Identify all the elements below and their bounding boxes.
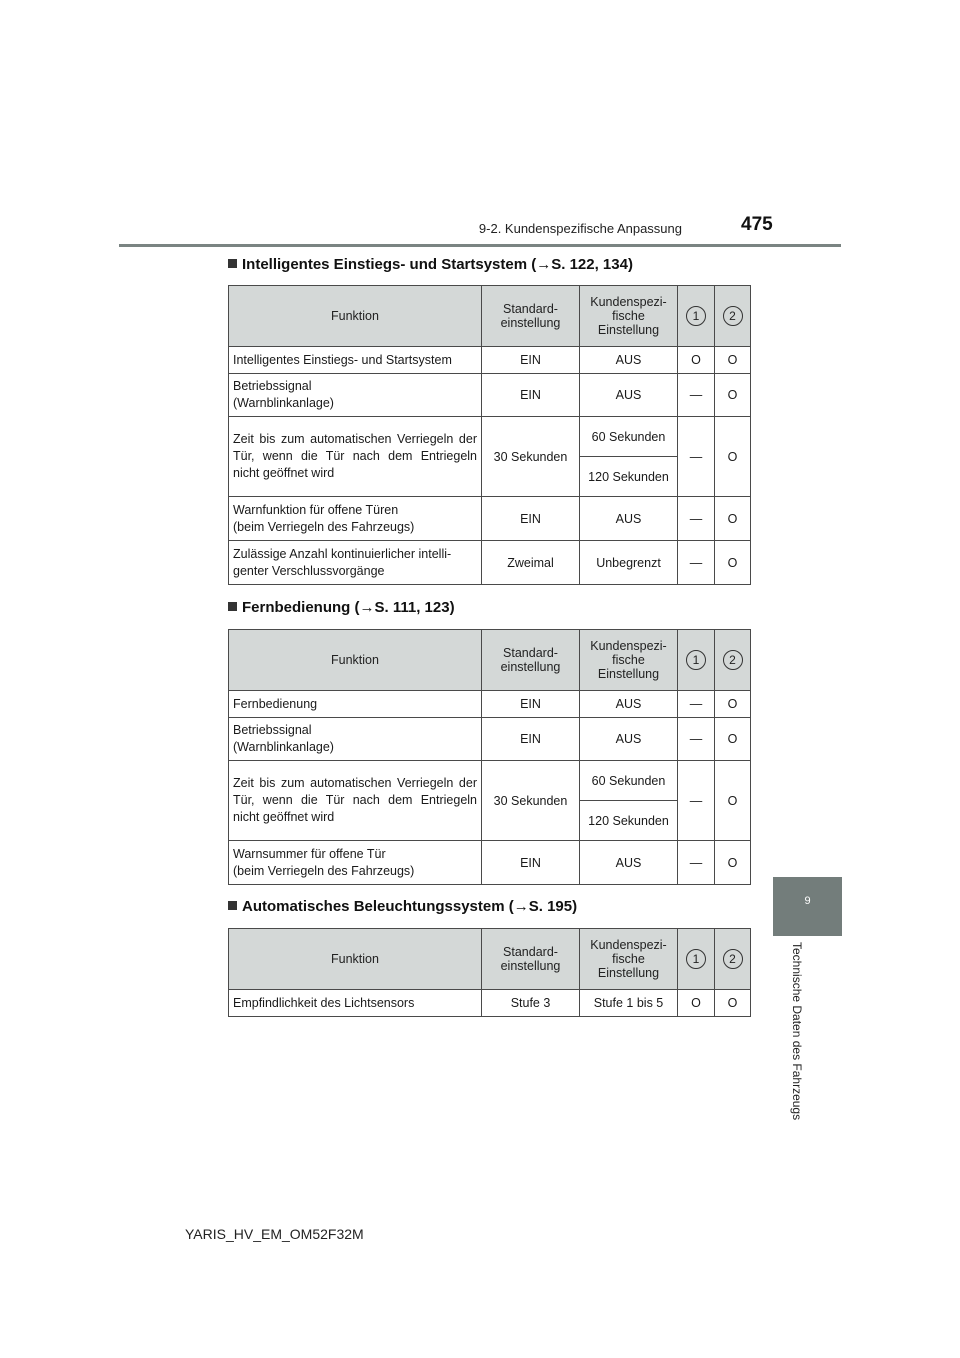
header-custom: Kundenspezi- fische Einstellung bbox=[580, 286, 678, 347]
table-header-row bbox=[229, 286, 751, 347]
header-col2 bbox=[715, 929, 751, 990]
table-row: Warnsummer für offene Tür (beim Verriegeln des Fahrzeugs) EIN AUS — O bbox=[229, 841, 751, 885]
square-bullet-icon bbox=[228, 901, 237, 910]
circled-1-icon: 1 bbox=[686, 650, 706, 670]
header-col1 bbox=[678, 286, 715, 347]
header-col1 bbox=[678, 630, 715, 691]
header-custom: Kundenspezi- fische Einstellung bbox=[580, 630, 678, 691]
table-row: 120 Sekunden bbox=[229, 801, 751, 841]
header-funktion: Funktion bbox=[229, 630, 482, 691]
section-heading-lighting: Automatisches Beleuchtungssystem (→S. 195) bbox=[228, 898, 577, 915]
table-smart-entry bbox=[228, 285, 751, 585]
section-heading-remote: Fernbedienung (→S. 111, 123) bbox=[228, 599, 455, 616]
table-row: Zulässige Anzahl kontinuierlicher intelli- genter Verschlussvorgänge Zweimal Unbegrenzt — O bbox=[229, 541, 751, 585]
header-col1 bbox=[678, 929, 715, 990]
document-code: YARIS_HV_EM_OM52F32M bbox=[185, 1226, 364, 1242]
chapter-title: Technische Daten des Fahrzeugs bbox=[790, 942, 804, 1121]
table-row: 120 Sekunden bbox=[229, 457, 751, 497]
section-heading-smart-entry: Intelligentes Einstiegs- und Startsystem (→S. 122, 134) bbox=[228, 256, 633, 273]
header-funktion: Funktion bbox=[229, 286, 482, 347]
table-header-row bbox=[229, 630, 751, 691]
chapter-title-vertical bbox=[790, 942, 808, 1142]
circled-2-icon: 2 bbox=[723, 650, 743, 670]
table-row: Empfindlichkeit des Lichtsensors Stufe 3 Stufe 1 bis 5 O O bbox=[229, 990, 751, 1017]
page-number: 475 bbox=[741, 214, 773, 235]
table-row: Betriebssignal (Warnblinkanlage) EIN AUS — O bbox=[229, 718, 751, 761]
square-bullet-icon bbox=[228, 602, 237, 611]
header-custom: Kundenspezi- fische Einstellung bbox=[580, 929, 678, 990]
table-header-row bbox=[229, 929, 751, 990]
table-row: Zeit bis zum automatischen Verriegeln der Tür, wenn die Tür nach dem Entriegeln nicht geöffnet wird 30 Sekunden 60 Sekunden — O bbox=[229, 761, 751, 801]
table-row: Intelligentes Einstiegs- und Startsystem EIN AUS O O bbox=[229, 347, 751, 374]
header-standard: Standard- einstellung bbox=[482, 286, 580, 347]
table-row: Fernbedienung EIN AUS — O bbox=[229, 691, 751, 718]
chapter-tab bbox=[773, 877, 842, 936]
table-lighting bbox=[228, 928, 751, 1017]
section-header: 9-2. Kundenspezifische Anpassung bbox=[478, 221, 682, 236]
header-col2 bbox=[715, 630, 751, 691]
header-rule bbox=[119, 244, 841, 247]
circled-1-icon: 1 bbox=[686, 306, 706, 326]
header-funktion: Funktion bbox=[229, 929, 482, 990]
table-remote bbox=[228, 629, 751, 885]
circled-1-icon: 1 bbox=[686, 949, 706, 969]
circled-2-icon: 2 bbox=[723, 949, 743, 969]
table-row: Warnfunktion für offene Türen (beim Verriegeln des Fahrzeugs) EIN AUS — O bbox=[229, 497, 751, 541]
square-bullet-icon bbox=[228, 259, 237, 268]
header-col2 bbox=[715, 286, 751, 347]
header-standard: Standard- einstellung bbox=[482, 630, 580, 691]
chapter-number: 9 bbox=[804, 895, 811, 907]
table-row: Betriebssignal (Warnblinkanlage) EIN AUS — O bbox=[229, 374, 751, 417]
circled-2-icon: 2 bbox=[723, 306, 743, 326]
table-row: Zeit bis zum automatischen Verriegeln der Tür, wenn die Tür nach dem Entriegeln nicht geöffnet wird 30 Sekunden 60 Sekunden — O bbox=[229, 417, 751, 457]
header-standard: Standard- einstellung bbox=[482, 929, 580, 990]
